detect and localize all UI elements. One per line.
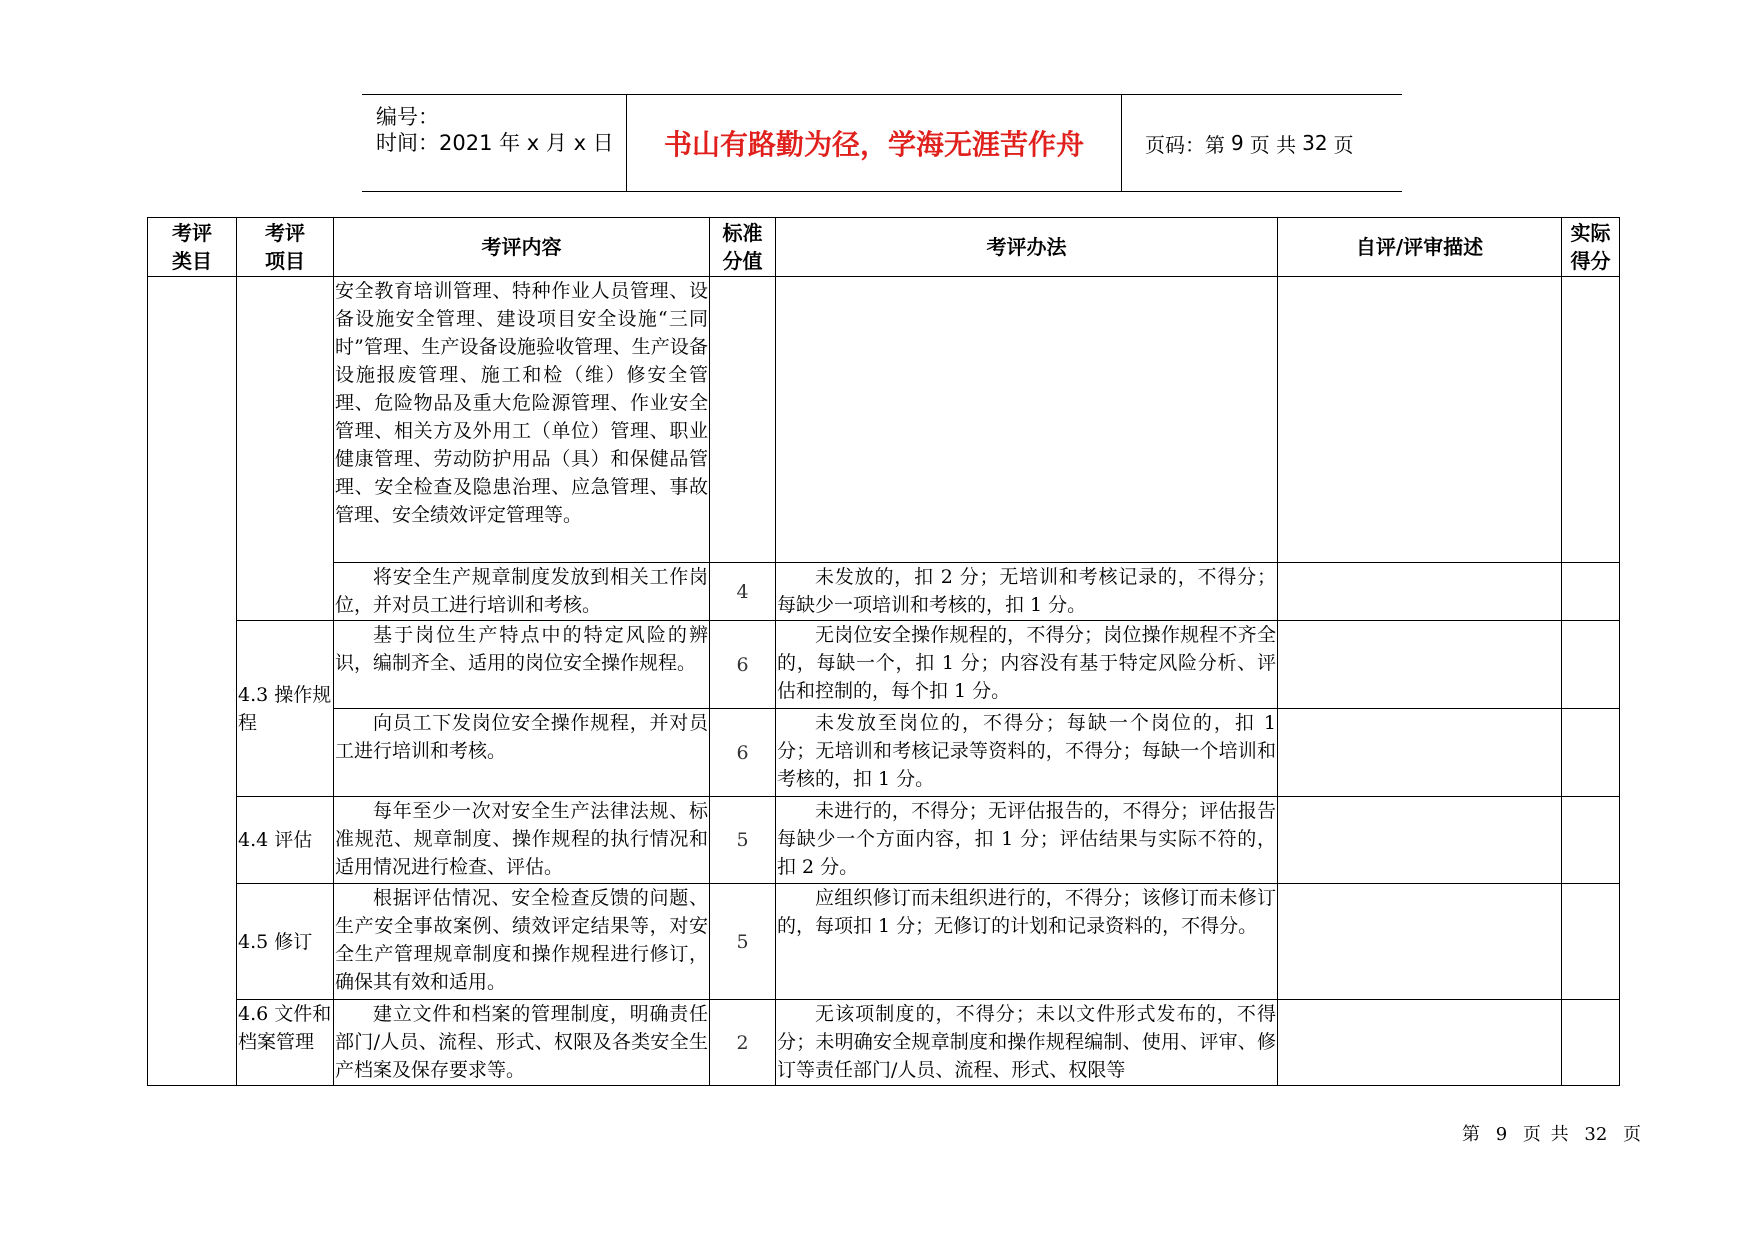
- score-cell: [710, 277, 776, 563]
- footer-prefix: 第: [1462, 1124, 1480, 1145]
- table-header-row: [148, 218, 1620, 277]
- method-cell: [776, 277, 1278, 563]
- document-date: 时间：2021 年 x 月 x 日: [376, 131, 614, 155]
- page-footer: [1462, 1120, 1647, 1146]
- header-page-suffix: 页: [1333, 132, 1354, 157]
- actual-score-cell: [1562, 1000, 1620, 1086]
- evaluation-table: [147, 217, 1620, 1086]
- table-row: [148, 884, 1620, 1000]
- col-header-category: [148, 218, 237, 277]
- content-cell: 每年至少一次对安全生产法律法规、标准规范、规章制度、操作规程的执行情况和适用情况进行检查、评估。: [334, 797, 710, 884]
- header-page-prefix: 页码：第: [1145, 132, 1225, 157]
- col-header-description: 自评/评审描述: [1278, 218, 1562, 277]
- table-row: [148, 621, 1620, 709]
- footer-suffix: 页: [1623, 1124, 1642, 1145]
- score-cell: 2: [710, 1000, 776, 1086]
- table-row: [148, 797, 1620, 884]
- description-cell: [1278, 1000, 1562, 1086]
- header-motto: 书山有路勤为径，学海无涯苦作舟: [627, 95, 1122, 191]
- col-header-actual: [1562, 218, 1620, 277]
- footer-page-number: 9: [1495, 1124, 1508, 1145]
- item-cell: 4.3 操作规程: [237, 621, 334, 797]
- method-cell: 未进行的，不得分；无评估报告的，不得分；评估报告每缺少一个方面内容，扣 1 分；评估结果与实际不符的，扣 2 分。: [776, 797, 1278, 884]
- method-cell: 未发放的，扣 2 分；无培训和考核记录的，不得分；每缺少一项培训和考核的，扣 1 分。: [776, 563, 1278, 621]
- score-cell: 5: [710, 884, 776, 1000]
- actual-score-cell: [1562, 797, 1620, 884]
- content-cell: 建立文件和档案的管理制度，明确责任部门/人员、流程、形式、权限及各类安全生产档案及保存要求等。: [334, 1000, 710, 1086]
- header-page-indicator: [1142, 95, 1357, 191]
- method-cell: 无岗位安全操作规程的，不得分；岗位操作规程不齐全的，每缺一个，扣 1 分；内容没有基于特定风险分析、评估和控制的，每个扣 1 分。: [776, 621, 1278, 709]
- table-row: [148, 1000, 1620, 1086]
- header-page-number: 9: [1231, 131, 1244, 155]
- table-row: [148, 277, 1620, 563]
- col-header-content: 考评内容: [334, 218, 710, 277]
- col-header-actual-line1: 实际: [1570, 221, 1611, 245]
- item-cell: 4.6 文件和档案管理: [237, 1000, 334, 1086]
- method-cell: 无该项制度的，不得分；未以文件形式发布的，不得分；未明确安全规章制度和操作规程编制、使用、评审、修订等责任部门/人员、流程、形式、权限等: [776, 1000, 1278, 1086]
- item-cell: [237, 277, 334, 621]
- col-header-method: 考评办法: [776, 218, 1278, 277]
- footer-mid: 页 共: [1522, 1124, 1569, 1145]
- col-header-score-line1: 标准: [722, 221, 763, 245]
- actual-score-cell: [1562, 884, 1620, 1000]
- item-cell: 4.5 修订: [237, 884, 334, 1000]
- content-cell: 安全教育培训管理、特种作业人员管理、设备设施安全管理、建设项目安全设施“三同时”管理、生产设备设施验收管理、生产设备设施报废管理、施工和检（维）修安全管理、危险物品及重大危险源管理、作业安全管理、相关方及外用工（单位）管理、职业健康管理、劳动防护用品（具）和保健品管理、安全检查及隐患治理、应急管理、事故管理、安全绩效评定管理等。: [334, 277, 710, 563]
- col-header-actual-line2: 得分: [1570, 249, 1611, 273]
- col-header-score-line2: 分值: [722, 249, 763, 273]
- description-cell: [1278, 797, 1562, 884]
- score-cell: 6: [710, 709, 776, 797]
- header-page-mid: 页 共: [1249, 132, 1297, 157]
- description-cell: [1278, 277, 1562, 563]
- content-cell: 向员工下发岗位安全操作规程，并对员工进行培训和考核。: [334, 709, 710, 797]
- actual-score-cell: [1562, 621, 1620, 709]
- description-cell: [1278, 621, 1562, 709]
- document-number-label: 编号：: [376, 105, 439, 129]
- col-header-item-line1: 考评: [265, 221, 305, 245]
- header-meta: [362, 95, 627, 191]
- score-cell: 5: [710, 797, 776, 884]
- page-header: [362, 94, 1402, 192]
- header-page-total: 32: [1302, 131, 1328, 155]
- actual-score-cell: [1562, 277, 1620, 563]
- method-cell: 未发放至岗位的，不得分；每缺一个岗位的，扣 1 分；无培训和考核记录等资料的，不得分；每缺一个培训和考核的，扣 1 分。: [776, 709, 1278, 797]
- description-cell: [1278, 563, 1562, 621]
- col-header-category-line1: 考评: [172, 221, 212, 245]
- content-cell: 将安全生产规章制度发放到相关工作岗位，并对员工进行培训和考核。: [334, 563, 710, 621]
- col-header-category-line2: 类目: [172, 249, 212, 273]
- item-cell: 4.4 评估: [237, 797, 334, 884]
- description-cell: [1278, 709, 1562, 797]
- score-cell: 4: [710, 563, 776, 621]
- col-header-item: [237, 218, 334, 277]
- table-row: [148, 709, 1620, 797]
- description-cell: [1278, 884, 1562, 1000]
- method-cell: 应组织修订而未组织进行的，不得分；该修订而未修订的，每项扣 1 分；无修订的计划和记录资料的，不得分。: [776, 884, 1278, 1000]
- actual-score-cell: [1562, 563, 1620, 621]
- score-cell: 6: [710, 621, 776, 709]
- content-cell: 根据评估情况、安全检查反馈的问题、生产安全事故案例、绩效评定结果等，对安全生产管理规章制度和操作规程进行修订，确保其有效和适用。: [334, 884, 710, 1000]
- table-row: [148, 563, 1620, 621]
- col-header-item-line2: 项目: [265, 249, 305, 273]
- col-header-score: [710, 218, 776, 277]
- footer-page-total: 32: [1584, 1124, 1608, 1145]
- category-cell: [148, 277, 237, 1086]
- content-cell: 基于岗位生产特点中的特定风险的辨识，编制齐全、适用的岗位安全操作规程。: [334, 621, 710, 709]
- actual-score-cell: [1562, 709, 1620, 797]
